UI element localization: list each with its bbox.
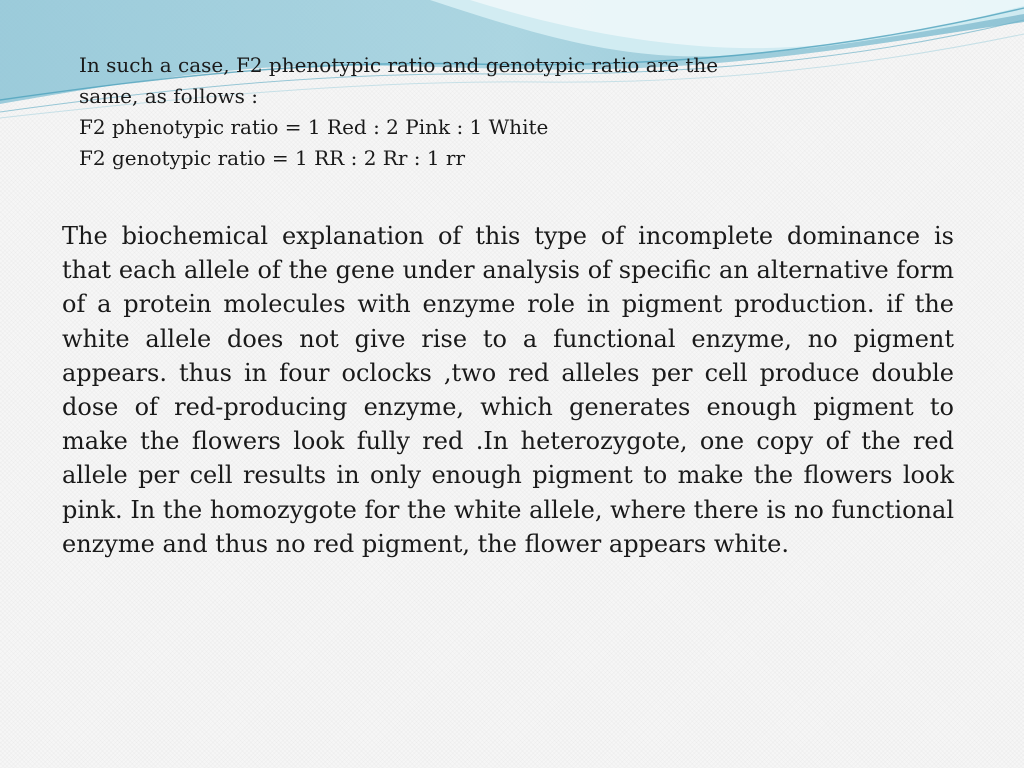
intro-text-block [79, 50, 879, 174]
intro-line-2: same, as follows : [79, 84, 259, 108]
phenotypic-ratio-line: F2 phenotypic ratio = 1 Red : 2 Pink : 1 White [79, 115, 549, 139]
biochemical-explanation-paragraph: The biochemical explanation of this type of incomplete dominance is that each allele of the gene under analysis of specific an alternative form of a protein molecules with enzyme role in pigment production. if the white allele does not give rise to a functional enzyme, no pigment appears. thus in four oclocks ,two red alleles per cell produce double dose of red-producing enzyme, which generates enough pigment to make the flowers look fully red .In heterozygote, one copy of the red allele per cell results in only enough pigment to make the flowers look pink. In the homozygote for the white allele, where there is no functional enzyme and thus no red pigment, the flower appears white. [62, 222, 954, 558]
genotypic-ratio-line: F2 genotypic ratio = 1 RR : 2 Rr : 1 rr [79, 146, 466, 170]
intro-line-1: In such a case, F2 phenotypic ratio and genotypic ratio are the [79, 53, 719, 77]
